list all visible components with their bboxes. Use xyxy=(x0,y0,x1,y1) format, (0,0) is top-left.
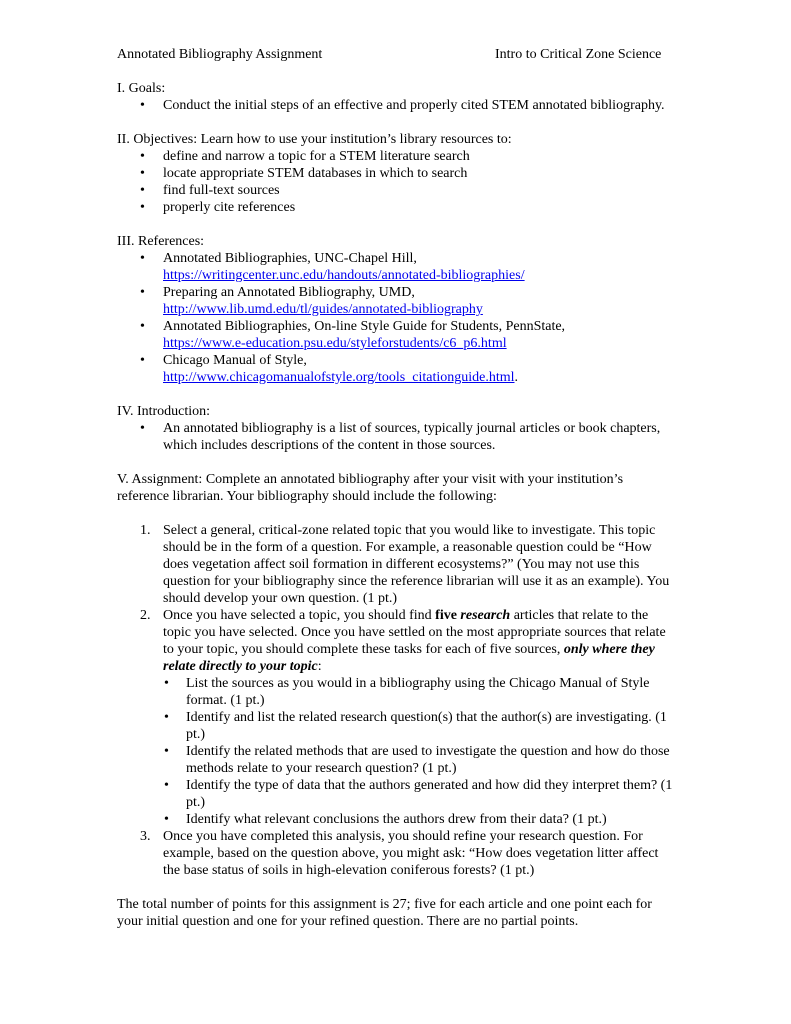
step-number: 2. xyxy=(140,608,151,623)
introduction-item: • An annotated bibliography is a list of sources, typically journal articles or book chapters, which includes descriptions of the content in those sources. xyxy=(117,420,677,454)
introduction-section xyxy=(117,403,677,454)
assignment-step xyxy=(117,828,677,879)
step-text: Once you have completed this analysis, you should refine your research question. For example, based on the question above, you might ask: “How does vegetation litter affect the base status of soils in high-elevation coniferous forests? (1 pt.) xyxy=(163,829,659,878)
reference-title: Annotated Bibliographies, On-line Style Guide for Students, PennState, xyxy=(163,319,566,334)
task-item: • Identify the type of data that the authors generated and how did they interpret them? (1 pt.) xyxy=(163,777,677,811)
assignment-step xyxy=(117,607,677,828)
goals-list xyxy=(117,97,677,114)
assignment-section xyxy=(117,471,677,879)
goals-section xyxy=(117,80,677,114)
reference-title: Chicago Manual of Style, xyxy=(163,353,307,368)
reference-item xyxy=(117,352,677,386)
task-item: • Identify and list the related research question(s) that the author(s) are investigating. (1 pt.) xyxy=(163,709,677,743)
objectives-item: • find full-text sources xyxy=(117,182,677,199)
step-number: 1. xyxy=(140,523,151,538)
introduction-list xyxy=(117,420,677,454)
task-list xyxy=(163,675,677,828)
assignment-intro: V. Assignment: Complete an annotated bibliography after your visit with your institution’s reference librarian. Your bibliography should include the following: xyxy=(117,472,624,504)
page-header xyxy=(117,46,677,63)
assignment-steps xyxy=(117,522,677,879)
header-course: Intro to Critical Zone Science xyxy=(495,47,662,62)
task-item: • Identify the related methods that are used to investigate the question and how do those methods relate to your research question? (1 pt.) xyxy=(163,743,677,777)
reference-link[interactable]: http://www.lib.umd.edu/tl/guides/annotated-bibliography xyxy=(163,302,483,317)
references-heading: III. References: xyxy=(117,234,205,249)
step-emphasis-relate: only where they relate directly to your topic xyxy=(163,642,655,674)
reference-item xyxy=(117,250,677,284)
goals-item: • Conduct the initial steps of an effective and properly cited STEM annotated bibliography. xyxy=(117,97,677,114)
reference-title: Annotated Bibliographies, UNC-Chapel Hill, xyxy=(163,251,417,266)
references-section xyxy=(117,233,677,386)
header-title: Annotated Bibliography Assignment xyxy=(117,47,323,62)
objectives-item: • define and narrow a topic for a STEM literature search xyxy=(117,148,677,165)
introduction-heading: IV. Introduction: xyxy=(117,404,211,419)
goals-heading: I. Goals: xyxy=(117,81,166,96)
reference-link[interactable]: http://www.chicagomanualofstyle.org/tools_citationguide.html xyxy=(163,370,515,385)
step-number: 3. xyxy=(140,829,151,844)
objectives-item: • properly cite references xyxy=(117,199,677,216)
objectives-section xyxy=(117,131,677,216)
reference-trailing-period: . xyxy=(514,370,518,385)
reference-title: Preparing an Annotated Bibliography, UMD, xyxy=(163,285,415,300)
assignment-step xyxy=(117,522,677,607)
document-body xyxy=(117,46,677,930)
references-list xyxy=(117,250,677,386)
reference-item xyxy=(117,318,677,352)
closing-paragraph: The total number of points for this assignment is 27; five for each article and one point each for your initial question and one for your refined question. There are no partial points. xyxy=(117,897,652,929)
reference-item xyxy=(117,284,677,318)
task-item: • List the sources as you would in a bibliography using the Chicago Manual of Style format. (1 pt.) xyxy=(163,675,677,709)
objectives-list xyxy=(117,148,677,216)
step-emphasis-five: five xyxy=(435,608,457,623)
task-item: • Identify what relevant conclusions the authors drew from their data? (1 pt.) xyxy=(163,811,677,828)
objectives-heading: II. Objectives: Learn how to use your institution’s library resources to: xyxy=(117,132,512,147)
step-text: Select a general, critical-zone related topic that you would like to investigate. This topic should be in the form of a question. For example, a reasonable question could be “How does vegetation affect soil formation in different ecosystems?” (You may not use this question for your bibliography since the reference librarian will use it as an example). You should develop your own question. (1 pt.) xyxy=(163,523,670,606)
reference-link[interactable]: https://www.e-education.psu.edu/styleforstudents/c6_p6.html xyxy=(163,336,507,351)
step-emphasis-research: research xyxy=(460,608,511,623)
reference-link[interactable]: https://writingcenter.unc.edu/handouts/annotated-bibliographies/ xyxy=(163,268,525,283)
step-text: Once you have selected a topic, you should find five research articles that relate to the topic you have selected. Once you have settled on the most appropriate sources that relate to your topic, you should complete these tasks for each of five sources, only where they relate directly to your topic: xyxy=(163,608,666,674)
objectives-item: • locate appropriate STEM databases in which to search xyxy=(117,165,677,182)
